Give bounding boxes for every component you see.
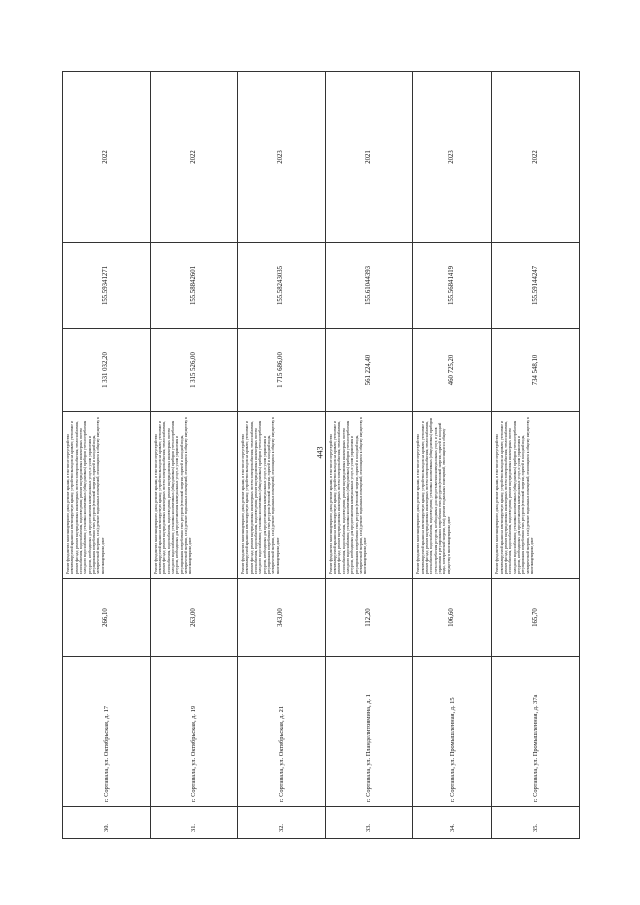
row-cost: 1 715 686,00 [238,329,326,412]
row-cadastral: 155.59144247 [492,243,580,329]
row-number: 35. [492,807,580,839]
row-cost: 1 331 032,20 [63,329,151,412]
row-cost: 561 224,40 [325,329,413,412]
row-number: 34. [413,807,492,839]
row-works: Ремонт фундамента многоквартирного дома; ремонт крыши, в том числе переустройство невентилируемой крыши на вентилируемую крышу, устройство выходов на кровлю; утепление и ремонт фасада; ремонт внутридомовых инженерных систем электроснабжения, теплоснабжения, газоснабжения, водоснабжения, водоотведения; установка коллективных (общедомовых) приборов учета потребления ресурсов, необходимых для предоставления коммунальных услуг, и узлов управления и регулирования потребления этих ресурсов (тепловой энергии, горячей и холодной воды, электрической энергии, газа); ремонт подвальных помещений, относящихся к общему имуществу в многоквартирном доме [413,412,492,579]
row-year: 2023 [413,72,492,243]
row-cadastral: 155.58842601 [150,243,238,329]
row-year: 2022 [492,72,580,243]
row-address: г. Сортавала, ул. Октябрьская, д. 19 [150,657,238,807]
row-year: 2023 [238,72,326,243]
row-area: 266,10 [63,579,151,657]
row-cost: 460 725,20 [413,329,492,412]
table-row [325,72,413,839]
row-cadastral: 155.59341271 [63,243,151,329]
rotated-table-content [62,72,580,839]
row-works: Ремонт фундамента многоквартирного дома; ремонт крыши, в том числе переустройство невентилируемой крыши на вентилируемую крышу, устройство выходов на кровлю; утепление и ремонт фасада; ремонт внутридомовых инженерных систем электроснабжения, теплоснабжения, газоснабжения, водоснабжения, водоотведения; ремонт внутридомовых инженерных систем холодного водоснабжения; установка коллективных (общедомовых) приборов учета потребления ресурсов, необходимых для предоставления коммунальных услуг, и узлов управления и регулирования потребления этих ресурсов (тепловой энергии, горячей и холодной воды, электрической энергии, газа); ремонт подвальных помещений, относящихся к общему имуществу в многоквартирном доме [238,412,326,579]
row-area: 106,60 [413,579,492,657]
row-cost: 734 548,10 [492,329,580,412]
row-area: 112,20 [325,579,413,657]
table-row [413,72,492,839]
row-number: 30. [63,807,151,839]
row-address: г. Сортавала, ул. Планделитовмина, д. 1 [325,657,413,807]
row-works: Ремонт фундамента многоквартирного дома; ремонт крыши, в том числе переустройство невентилируемой крыши на вентилируемую крышу, устройство выходов на кровлю; утепление и ремонт фасада; ремонт внутридомовых инженерных систем электроснабжения, теплоснабжения, газоснабжения, водоснабжения, водоотведения; ремонт внутридомовых инженерных систем холодного водоснабжения; установка коллективных (общедомовых) приборов учета потребления ресурсов, необходимых для предоставления коммунальных услуг, и узлов управления и регулирования потребления этих ресурсов (тепловой энергии, горячей и холодной воды, электрической энергии, газа); ремонт подвальных помещений, относящихся к общему имуществу в многоквартирном доме [63,412,151,579]
row-cadastral: 155.56841419 [413,243,492,329]
table-row [63,72,151,839]
row-area: 165,70 [492,579,580,657]
row-cadastral: 155.61044393 [325,243,413,329]
row-address: г. Сортавала, ул. Октябрьская, д. 17 [63,657,151,807]
row-area: 343,00 [238,579,326,657]
row-area: 263,00 [150,579,238,657]
row-year: 2021 [325,72,413,243]
page-number-text: 443 [315,446,325,458]
table-row [150,72,238,839]
row-address: г. Сортавала, ул. Промышленная, д. 15 [413,657,492,807]
row-year: 2022 [63,72,151,243]
row-works: Ремонт фундамента многоквартирного дома; ремонт крыши, в том числе переустройство невентилируемой крыши на вентилируемую крышу, устройство выходов на кровлю; утепление и ремонт фасада; ремонт внутридомовых инженерных систем электроснабжения, теплоснабжения, газоснабжения, водоснабжения, водоотведения; ремонт внутридомовых инженерных систем холодного водоснабжения; установка коллективных (общедомовых) приборов учета потребления ресурсов, необходимых для предоставления коммунальных услуг, и узлов управления и регулирования потребления этих ресурсов (тепловой энергии, горячей и холодной воды, электрической энергии, газа); ремонт подвальных помещений, относящихся к общему имуществу в многоквартирном доме [492,412,580,579]
row-address: г. Сортавала, ул. Промышленная, д. 37а [492,657,580,807]
row-cadastral: 155.58243035 [238,243,326,329]
row-address: г. Сортавала, ул. Октябрьская, д. 21 [238,657,326,807]
row-year: 2022 [150,72,238,243]
table-row [492,72,580,839]
row-works: Ремонт фундамента многоквартирного дома; ремонт крыши, в том числе переустройство невентилируемой крыши на вентилируемую крышу, устройство выходов на кровлю; утепление и ремонт фасада; ремонт внутридомовых инженерных систем электроснабжения, теплоснабжения, газоснабжения, водоснабжения, водоотведения; ремонт внутридомовых инженерных систем холодного водоснабжения; установка коллективных (общедомовых) приборов учета потребления ресурсов, необходимых для предоставления коммунальных услуг, и узлов управления и регулирования потребления этих ресурсов (тепловой энергии, горячей и холодной воды, электрической энергии, газа); ремонт подвальных помещений, относящихся к общему имуществу в многоквартирном доме [325,412,413,579]
row-number: 33. [325,807,413,839]
rotated-table-frame [62,72,580,839]
works-table [62,71,580,839]
row-works: Ремонт фундамента многоквартирного дома; ремонт крыши, в том числе переустройство невентилируемой крыши на вентилируемую крышу, устройство выходов на кровлю; утепление и ремонт фасада; ремонт внутридомовых инженерных систем электроснабжения, теплоснабжения, газоснабжения, водоснабжения, водоотведения; ремонт внутридомовых инженерных систем холодного водоснабжения; установка коллективных (общедомовых) приборов учета потребления ресурсов, необходимых для предоставления коммунальных услуг, и узлов управления и регулирования потребления этих ресурсов (тепловой энергии, горячей и холодной воды, электрической энергии, газа); ремонт подвальных помещений, относящихся к общему имуществу в многоквартирном доме [150,412,238,579]
row-cost: 1 315 526,00 [150,329,238,412]
table-row [238,72,326,839]
row-number: 31. [150,807,238,839]
row-number: 32. [238,807,326,839]
